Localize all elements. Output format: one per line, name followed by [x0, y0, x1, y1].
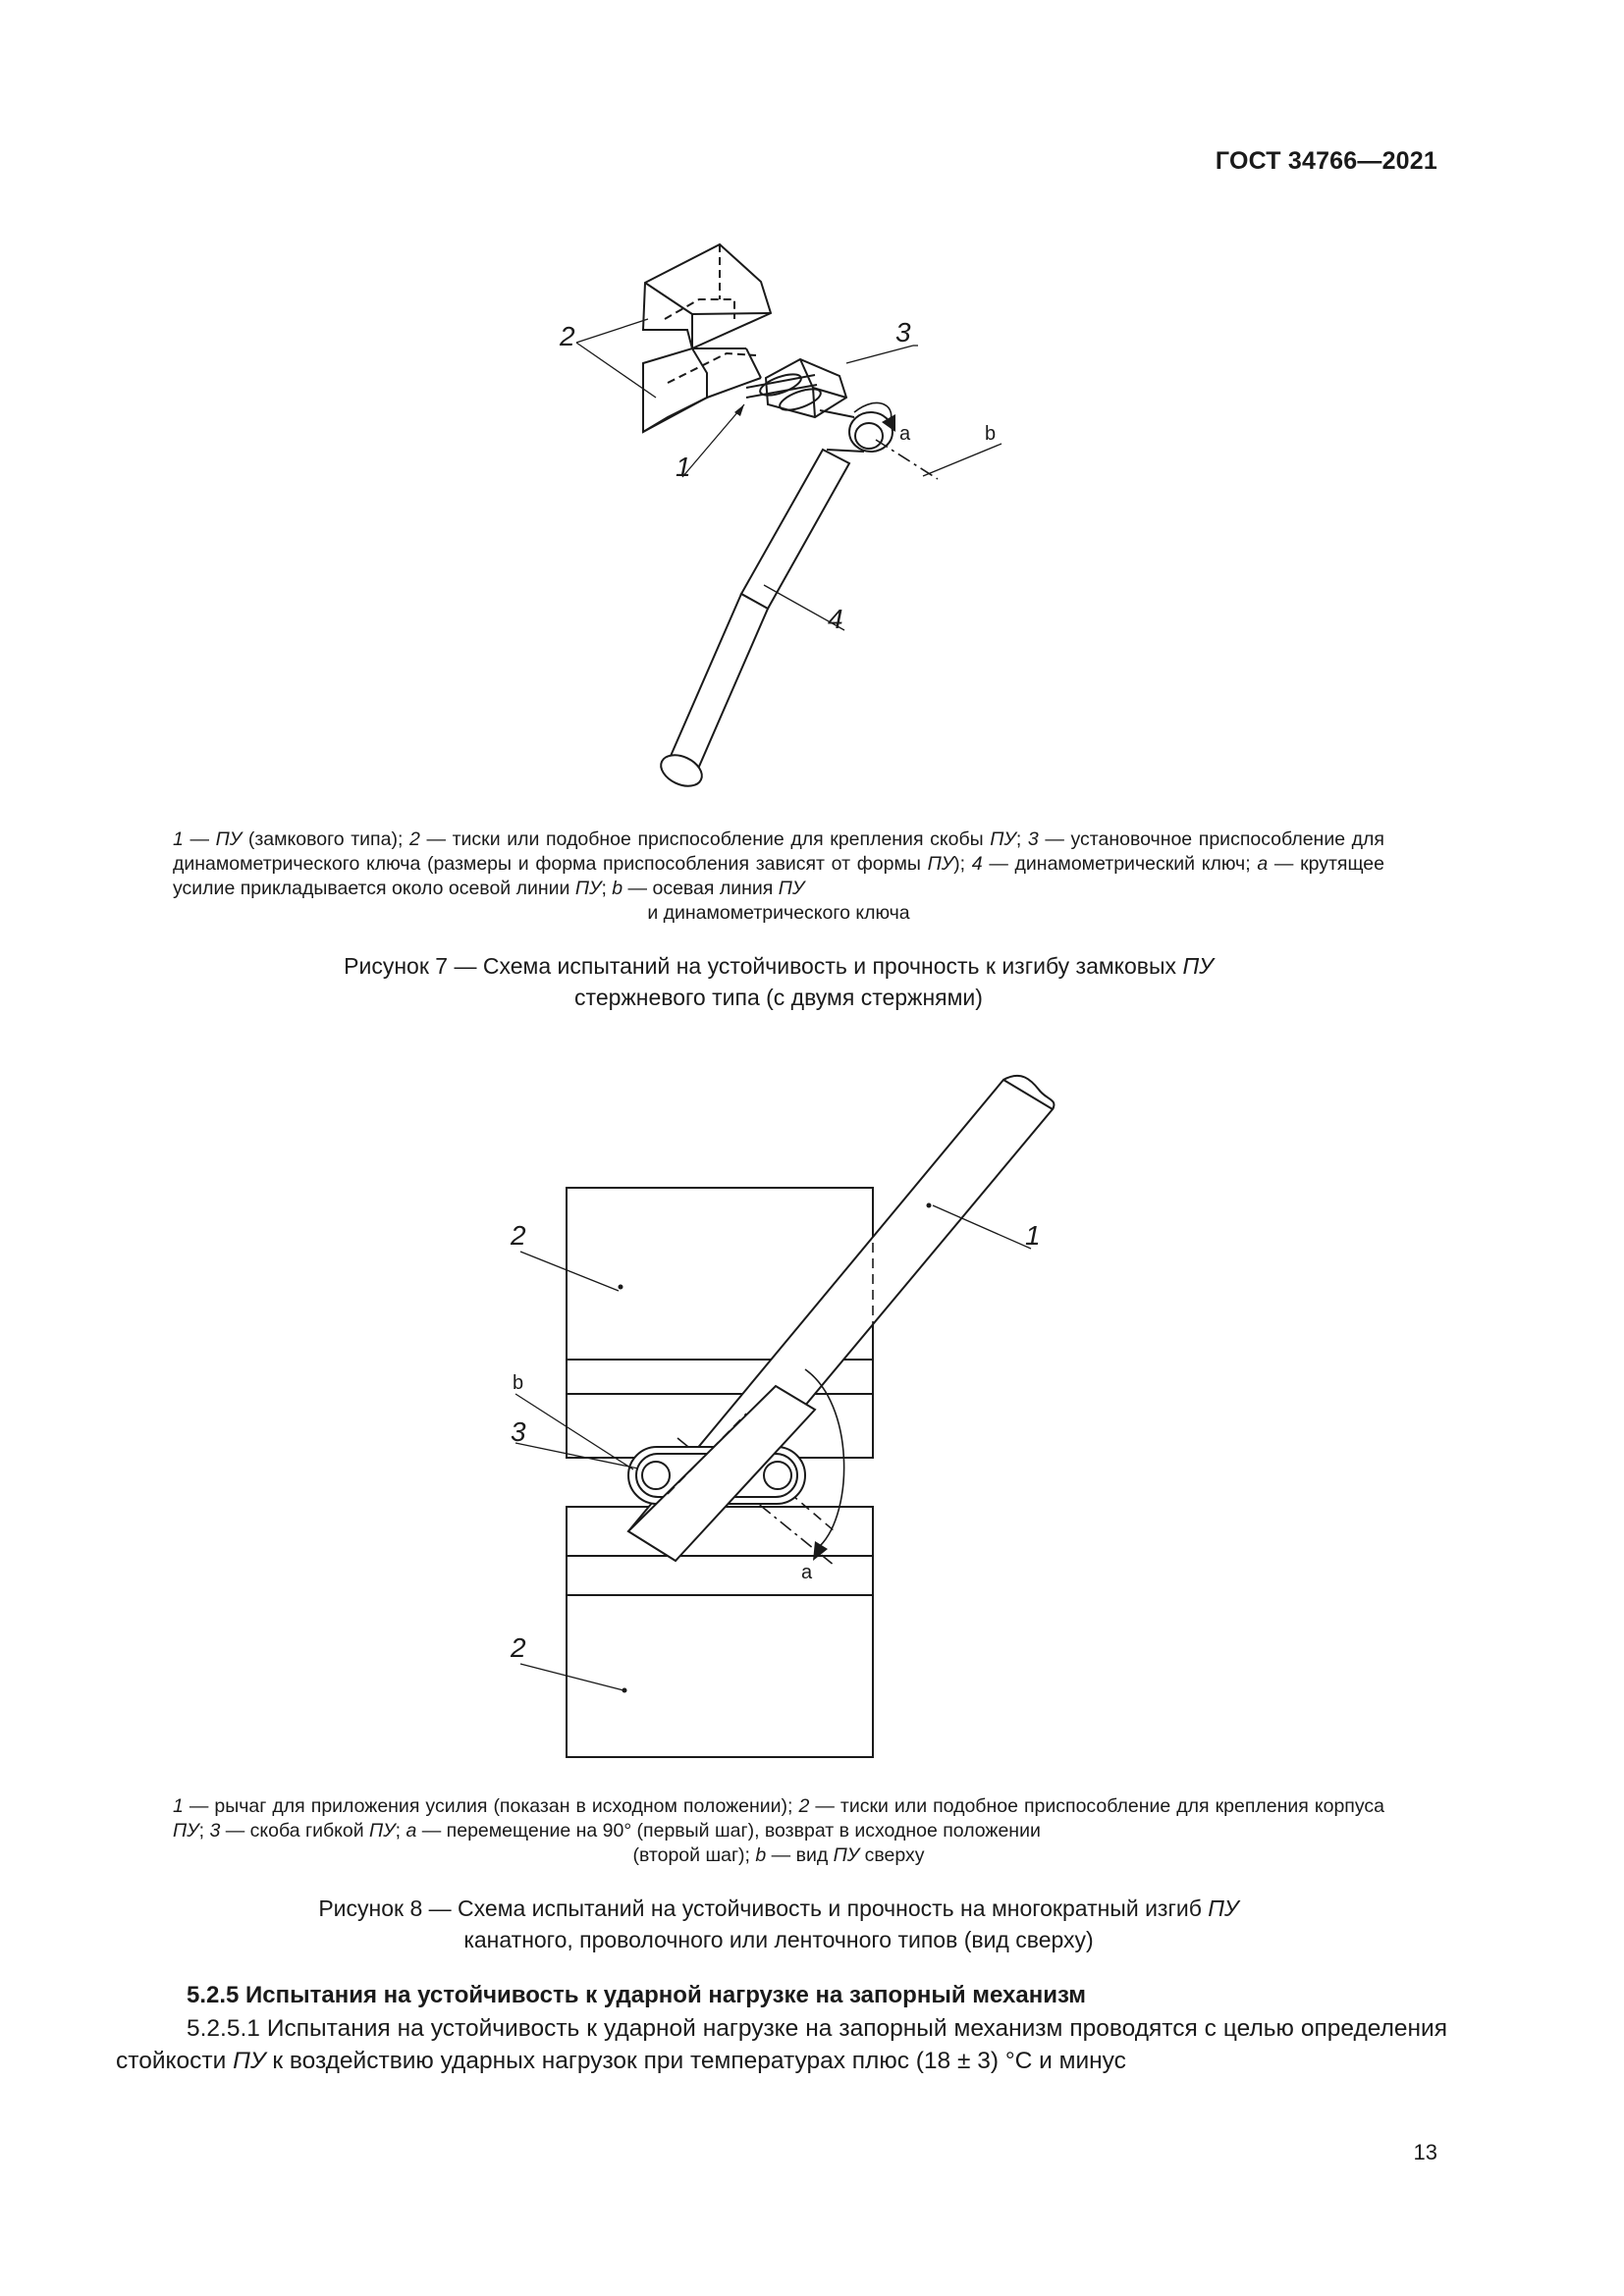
figure-7-drawing [511, 236, 1060, 805]
section-paragraph: 5.2.5.1 Испытания на устойчивость к ударной нагрузке на запорный механизм проводятся с целью определения стойкости ПУ к воздействию ударных нагрузок при температурах плюс (18 ± 3) °С и минус [116, 2015, 1447, 2074]
fig7-callout-2: 2 [560, 321, 575, 351]
figure-8-caption: Рисунок 8 — Схема испытаний на устойчивость и прочность на многократный изгиб ПУ канатного, проволочного или ленточного типов (вид сверху) [318, 1896, 1239, 1952]
fig7-callout-3: 3 [895, 317, 911, 347]
fig7-callout-4: 4 [828, 604, 843, 634]
figure-7-caption: Рисунок 7 — Схема испытаний на устойчивость и прочность к изгибу замковых ПУ стержневого типа (с двумя стержнями) [344, 953, 1214, 1010]
figure-8-drawing [491, 1060, 1080, 1777]
document-code: ГОСТ 34766—2021 [1215, 147, 1437, 175]
fig8-label-a: a [801, 1562, 813, 1583]
section-title: 5.2.5 Испытания на устойчивость к ударной нагрузке на запорный механизм [187, 1982, 1087, 2008]
fig7-label-a: a [899, 423, 911, 445]
fig8-label-b: b [513, 1372, 524, 1394]
figure-8-legend: 1 — рычаг для приложения усилия (показан в исходном положении); 2 — тиски или подобное приспособление для крепления корпуса ПУ; 3 — скоба гибкой ПУ; a — перемещение на 90° (первый шаг), возврат в исходное положении (второй шаг); b — вид ПУ сверху [173, 1795, 1384, 1866]
page-number: 13 [1413, 2140, 1437, 2164]
fig8-callout-2-top: 2 [511, 1220, 526, 1251]
fig8-callout-2-bottom: 2 [511, 1632, 526, 1663]
figure-7-legend: 1 — ПУ (замкового типа); 2 — тиски или подобное приспособление для крепления скобы ПУ; 3 — установочное приспособление для динамометрического ключа (размеры и форма приспособления зависят от формы ПУ); 4 — динамометрический ключ; a — крутящее усилие прикладывается около осевой линии ПУ; b — осевая линия ПУ и динамометрического ключа [173, 828, 1384, 924]
fig7-label-b: b [985, 423, 997, 445]
fig7-callout-1: 1 [676, 452, 691, 482]
fig8-callout-3: 3 [511, 1416, 526, 1447]
fig8-callout-1: 1 [1025, 1220, 1041, 1251]
